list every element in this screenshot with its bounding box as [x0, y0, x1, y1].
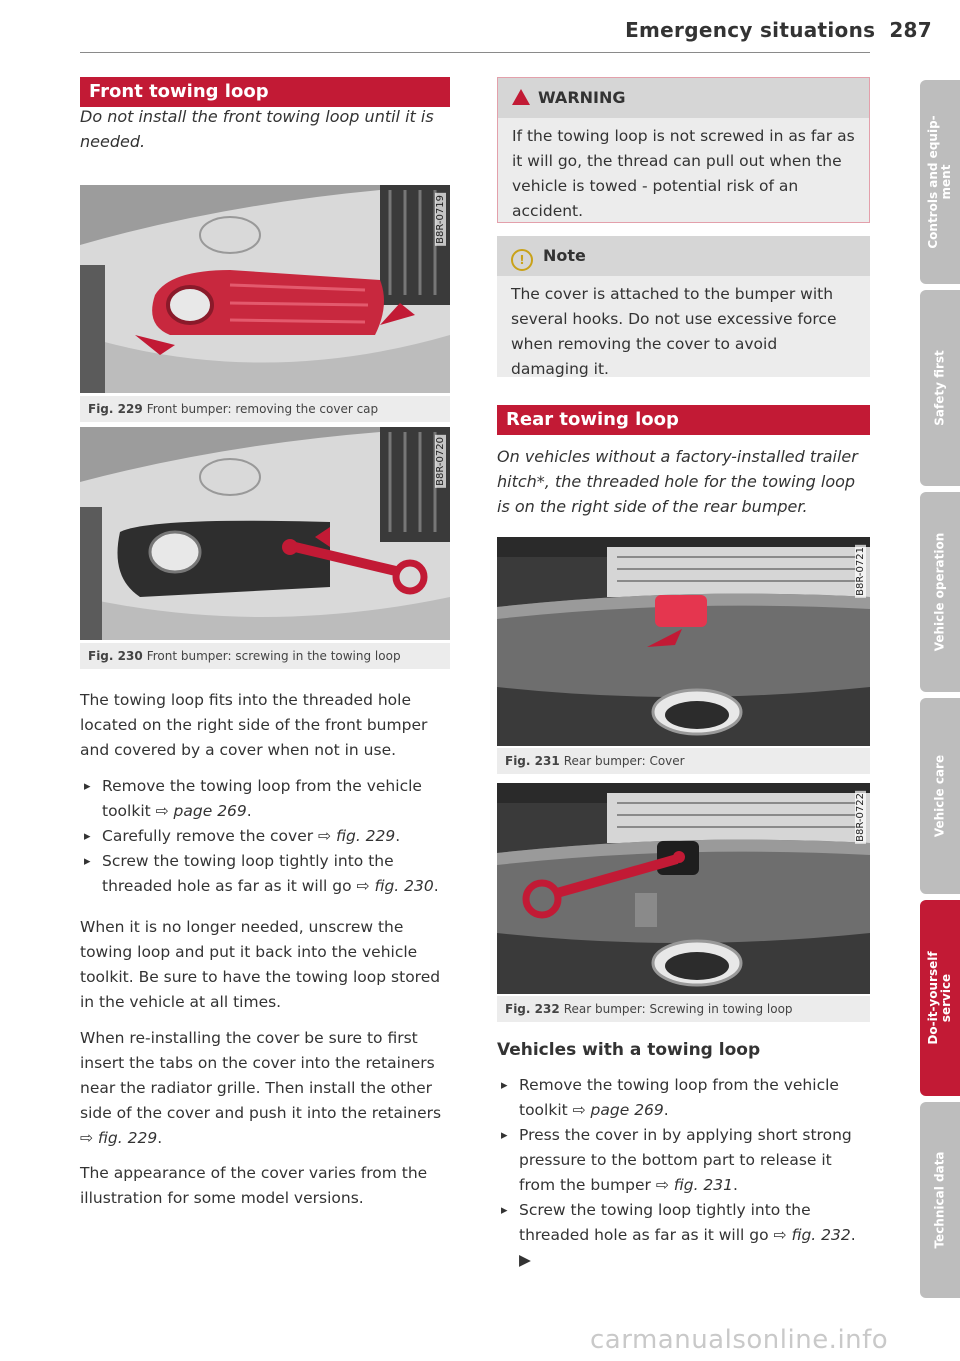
- subhead-vehicles-with-loop: Vehicles with a towing loop: [497, 1040, 761, 1060]
- front-intro: Do not install the front towing loop until it is needed.: [80, 107, 434, 151]
- front-paragraph-3: When re-installing the cover be sure to first insert the tabs on the cover into the retainers near the radiator grille. Then install the other side of the cover and push it into the retainers ⇨ fig. 229.: [80, 1029, 442, 1147]
- fig-229-link[interactable]: ⇨ fig. 229: [318, 827, 396, 845]
- info-circle-icon: !: [511, 249, 533, 271]
- fig-230-link[interactable]: ⇨ fig. 230: [356, 877, 434, 895]
- page-number: 287: [889, 18, 932, 42]
- figure-231-image: [497, 537, 870, 746]
- warning-text: If the towing loop is not screwed in as far as it will go, the thread can pull out when the vehicle is towed - potential risk of an accident.: [512, 127, 855, 220]
- fig-231-link[interactable]: ⇨ fig. 231: [655, 1176, 734, 1194]
- section-title-front: Front towing loop: [80, 77, 450, 107]
- header-rule: [80, 52, 870, 53]
- header-section: Emergency situations: [625, 18, 876, 42]
- list-item: ▸ Screw the towing loop tightly into the threaded hole as far as it will go ⇨ fig. 230.: [80, 849, 452, 899]
- rear-steps-list: [497, 1073, 872, 1273]
- side-tab-safety[interactable]: Safety first: [920, 290, 960, 486]
- figure-230-code: B8R-0720: [435, 437, 446, 486]
- front-paragraph-2: When it is no longer needed, unscrew the towing loop and put it back into the vehicle toolkit. Be sure to have the towing loop stored in the vehicle at all times.: [80, 918, 441, 1011]
- page-269-link[interactable]: ⇨ page 269: [572, 1101, 664, 1119]
- front-bumper-towing-loop-illustration: [80, 427, 450, 640]
- figure-232-image: [497, 783, 870, 994]
- front-paragraph-4: The appearance of the cover varies from the illustration for some model versions.: [80, 1164, 428, 1207]
- list-item: ▸ Carefully remove the cover ⇨ fig. 229.: [80, 824, 452, 849]
- figure-231-caption-text: Rear bumper: Cover: [563, 754, 685, 768]
- figure-232-code: B8R-0722: [855, 793, 866, 842]
- figure-229-caption: [80, 396, 450, 422]
- note-text: The cover is attached to the bumper with several hooks. Do not use excessive force when removing the cover to avoid damaging it.: [511, 285, 837, 378]
- page-header: [625, 18, 932, 42]
- list-item: ▸ Screw the towing loop tightly into the threaded hole as far as it will go ⇨ fig. 232. ▶: [497, 1198, 872, 1273]
- front-paragraph-1: The towing loop fits into the threaded hole located on the right side of the front bumper and covered by a cover when not in use.: [80, 691, 428, 759]
- warning-triangle-icon: [512, 89, 530, 105]
- figure-230-caption: [80, 643, 450, 669]
- fig-229-link[interactable]: ⇨ fig. 229: [80, 1129, 158, 1147]
- side-tab-vehicle-operation[interactable]: Vehicle operation: [920, 492, 960, 692]
- rear-intro: On vehicles without a factory-installed trailer hitch*, the threaded hole for the towing loop is on the right side of the rear bumper.: [497, 447, 858, 516]
- list-item: ▸ Remove the towing loop from the vehicle toolkit ⇨ page 269.: [497, 1073, 872, 1123]
- rear-bumper-towing-loop-illustration: [497, 783, 870, 994]
- figure-231-caption: [497, 748, 870, 774]
- figure-229-caption-text: Front bumper: removing the cover cap: [146, 402, 379, 416]
- figure-229-code: B8R-0719: [435, 195, 446, 244]
- figure-231-number: Fig. 231: [505, 754, 560, 768]
- front-bumper-cover-illustration: [80, 185, 450, 393]
- warning-header: WARNING: [498, 78, 869, 118]
- side-tab-controls[interactable]: Controls and equip- ment: [920, 80, 960, 284]
- rear-bumper-cover-illustration: [497, 537, 870, 746]
- page-269-link[interactable]: ⇨ page 269: [155, 802, 247, 820]
- note-header: ! Note: [497, 236, 870, 276]
- watermark: carmanualsonline.info: [590, 1325, 889, 1355]
- figure-232-caption-text: Rear bumper: Screwing in towing loop: [563, 1002, 793, 1016]
- warning-box: [497, 77, 870, 223]
- side-tab-do-it-yourself[interactable]: Do-it-yourself service: [920, 900, 960, 1096]
- side-tab-technical-data[interactable]: Technical data: [920, 1102, 960, 1298]
- figure-230-caption-text: Front bumper: screwing in the towing loop: [146, 649, 401, 663]
- figure-229-image: [80, 185, 450, 393]
- figure-230-image: [80, 427, 450, 640]
- figure-232-number: Fig. 232: [505, 1002, 560, 1016]
- fig-232-link[interactable]: ⇨ fig. 232: [773, 1226, 851, 1244]
- figure-232-caption: [497, 996, 870, 1022]
- side-tab-vehicle-care[interactable]: Vehicle care: [920, 698, 960, 894]
- figure-229-number: Fig. 229: [88, 402, 143, 416]
- section-title-rear: Rear towing loop: [497, 405, 870, 435]
- figure-231-code: B8R-0721: [855, 547, 866, 596]
- note-box: [497, 236, 870, 377]
- list-item: ▸ Press the cover in by applying short strong pressure to the bottom part to release it from the bumper ⇨ fig. 231.: [497, 1123, 872, 1198]
- list-item: ▸ Remove the towing loop from the vehicle toolkit ⇨ page 269.: [80, 774, 452, 824]
- figure-230-number: Fig. 230: [88, 649, 143, 663]
- front-steps-list: [80, 774, 452, 899]
